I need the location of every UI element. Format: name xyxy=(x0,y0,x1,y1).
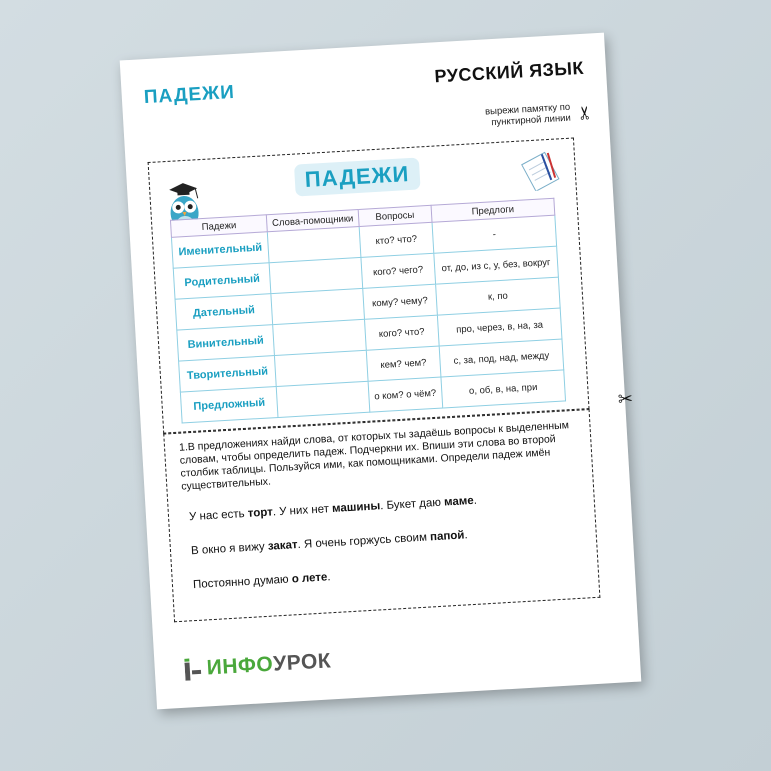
subject-title: РУССКИЙ ЯЗЫК xyxy=(433,57,585,87)
prepositions-cell: про, через, в, на, за xyxy=(437,308,562,346)
highlighted-word: закат xyxy=(267,539,298,553)
cut-hint: вырежи памятку по пунктирной линии xyxy=(484,101,572,129)
sentence-3 xyxy=(193,571,331,591)
notepad-icon xyxy=(520,149,562,191)
infourok-logo xyxy=(184,649,332,681)
col-header: Предлоги xyxy=(431,198,555,222)
sentence-text: . xyxy=(473,494,478,507)
logo-text-info: ИНФО xyxy=(206,652,274,680)
prepositions-cell: с, за, под, над, между xyxy=(439,339,564,377)
case-name: Родительный xyxy=(173,263,271,299)
questions-cell: кто? что? xyxy=(359,222,434,257)
highlighted-word: о лете xyxy=(291,571,328,586)
col-header: Вопросы xyxy=(358,205,432,226)
highlighted-word: маме xyxy=(443,494,475,509)
sentence-text: . xyxy=(464,529,468,542)
topic-title: ПАДЕЖИ xyxy=(143,81,236,109)
prepositions-cell: от, до, из с, у, без, вокруг xyxy=(434,246,559,284)
card-title: ПАДЕЖИ xyxy=(294,157,420,196)
questions-cell: кому? чему? xyxy=(362,284,437,319)
scissors-icon: ✂ xyxy=(617,388,634,410)
sentence-text: . У них нет xyxy=(272,503,333,519)
col-header: Падежи xyxy=(170,215,267,238)
logo-text-urok: УРОК xyxy=(272,649,332,676)
sentence-1 xyxy=(189,495,478,524)
highlighted-word: торт xyxy=(247,506,274,520)
logo-mark-icon xyxy=(184,658,203,681)
questions-cell: кого? что? xyxy=(364,315,439,350)
case-name: Винительный xyxy=(177,325,275,361)
prepositions-cell: - xyxy=(432,215,557,253)
prepositions-cell: к, по xyxy=(435,277,560,315)
case-name: Именительный xyxy=(171,232,269,268)
questions-cell: кем? чем? xyxy=(366,346,441,381)
highlighted-word: машины xyxy=(331,500,381,516)
questions-cell: о ком? о чём? xyxy=(368,377,443,412)
worksheet-page xyxy=(120,33,642,710)
memo-card xyxy=(148,137,590,433)
task-text: 1.В предложениях найди слова, от которых ты задаёшь вопросы к выделенным словам, чтобы определить падеж. Подчеркни их. Впиши эти слова во второй столбик таблицы. Пользуйся ими, как помощниками. Определи падеж имён существительных. xyxy=(178,419,570,493)
sentence-text: . Я очень горжусь своим xyxy=(297,531,431,552)
case-name: Творительный xyxy=(179,356,277,392)
highlighted-word: папой xyxy=(429,529,465,544)
sentence-2 xyxy=(191,529,468,557)
case-name: Предложный xyxy=(180,387,278,423)
cases-table xyxy=(170,198,566,424)
sentence-text: . Букет даю xyxy=(379,496,445,513)
sentence-text: У нас есть xyxy=(188,507,249,524)
sentence-text: . xyxy=(327,571,331,584)
sentence-text: В окно я вижу xyxy=(190,540,269,558)
questions-cell: кого? чего? xyxy=(361,253,436,288)
case-name: Дательный xyxy=(175,294,273,330)
col-header: Слова-помощники xyxy=(267,210,359,232)
helper-cell xyxy=(276,381,369,417)
prepositions-cell: о, об, в, на, при xyxy=(441,370,566,408)
sentence-text: Постоянно думаю xyxy=(192,573,293,592)
task-box xyxy=(163,409,600,622)
scissors-icon: ✂ xyxy=(574,104,596,121)
